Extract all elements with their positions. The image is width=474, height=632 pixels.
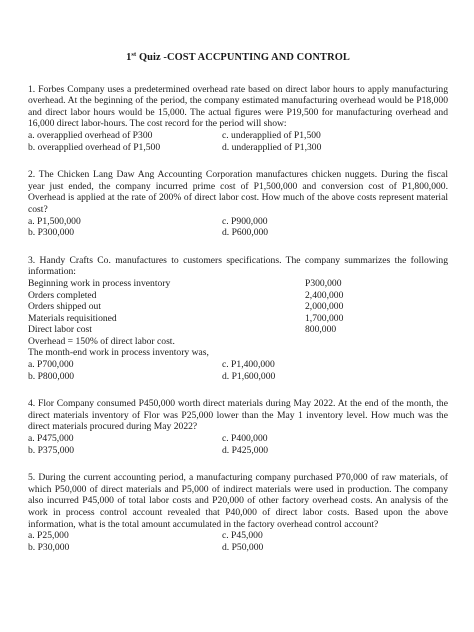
option: c. P900,000 bbox=[222, 215, 268, 227]
option: d. P50,000 bbox=[222, 541, 264, 553]
question-4-options bbox=[28, 433, 448, 456]
question-2-options bbox=[28, 216, 448, 239]
option: b. P300,000 bbox=[28, 227, 75, 239]
data-label: Orders completed bbox=[28, 289, 97, 301]
option: a. overapplied overhead of P300 bbox=[28, 129, 153, 141]
option: a. P475,000 bbox=[28, 433, 74, 445]
data-value: 1,700,000 bbox=[305, 312, 344, 324]
quiz-page bbox=[28, 52, 448, 569]
option: d. P425,000 bbox=[222, 444, 269, 456]
question-4-text: 4. Flor Company consumed P450,000 worth direct materials during May 2022. At the end of the month, the direct materials inventory of Flor was P25,000 lower than the May 1 inventory level. How much was the direct materials procured during May 2022? bbox=[28, 398, 448, 433]
option: a. P700,000 bbox=[28, 359, 74, 371]
question-2-text: 2. The Chicken Lang Daw Ang Accounting Corporation manufactures chicken nuggets. During the fiscal year just ended, the company incurred prime cost of P1,500,000 and conversion cost of P1,800,000. Overhead is applied at the rate of 200% of direct labor cost. How much of the above costs represent material cost? bbox=[28, 169, 448, 215]
question-5-text: 5. During the current accounting period, a manufacturing company purchased P70,000 of raw materials, of which P50,000 of direct materials and P5,000 of indirect materials were used in production. The company also incurred P45,000 of total labor costs and P20,000 of other factory overhead costs. An analysis of the work in process control account revealed that P40,000 of direct labor costs. Based upon the above information, what is the total amount accumulated in the factory overhead control account? bbox=[28, 472, 448, 530]
option: b. P375,000 bbox=[28, 444, 75, 456]
data-value: 800,000 bbox=[305, 324, 337, 336]
question-2 bbox=[28, 169, 448, 239]
question-3-options bbox=[28, 359, 448, 382]
question-1-text: 1. Forbes Company uses a predetermined overhead rate based on direct labor hours to apply manufacturing overhead. At the beginning of the period, the company estimated manufacturing overhead would be P18,000 and direct labor hours would be 15,000. The actual figures were P19,500 for manufacturing overhead and 16,000 direct labor-hours. The cost record for the period will show: bbox=[28, 83, 448, 130]
option: c. P1,400,000 bbox=[222, 359, 275, 371]
data-value: 2,400,000 bbox=[305, 289, 344, 301]
option: d. P600,000 bbox=[222, 227, 269, 239]
data-value: 2,000,000 bbox=[305, 301, 344, 313]
data-label: Orders shipped out bbox=[28, 301, 102, 313]
option: c. P45,000 bbox=[222, 530, 263, 542]
question-3-prompt: The month-end work in process inventory was, bbox=[28, 347, 209, 359]
option: b. P800,000 bbox=[28, 370, 75, 382]
option: c. P400,000 bbox=[222, 433, 268, 445]
option: a. P1,500,000 bbox=[28, 215, 81, 227]
title-number: 1 bbox=[126, 52, 132, 63]
option: c. underapplied of P1,500 bbox=[222, 129, 321, 141]
option: a. P25,000 bbox=[28, 530, 69, 542]
data-label: Beginning work in process inventory bbox=[28, 277, 171, 289]
overhead-note: Overhead = 150% of direct labor cost. bbox=[28, 335, 175, 347]
title-text: Quiz -COST ACCPUNTING AND CONTROL bbox=[136, 52, 350, 63]
page-title bbox=[28, 52, 448, 64]
question-3-data-table bbox=[28, 278, 448, 336]
question-1-options bbox=[28, 130, 448, 153]
data-label: Materials requisitioned bbox=[28, 312, 117, 324]
data-value: P300,000 bbox=[305, 277, 342, 289]
option: b. overapplied overhead of P1,500 bbox=[28, 141, 161, 153]
question-3 bbox=[28, 255, 448, 383]
question-4 bbox=[28, 398, 448, 456]
title-superscript: st bbox=[131, 51, 137, 58]
option: d. underapplied of P1,300 bbox=[222, 141, 322, 153]
data-label: Direct labor cost bbox=[28, 324, 92, 336]
question-1 bbox=[28, 84, 448, 154]
option: d. P1,600,000 bbox=[222, 370, 276, 382]
question-5-options bbox=[28, 530, 448, 553]
question-5 bbox=[28, 472, 448, 553]
question-3-text: 3. Handy Crafts Co. manufactures to customers specifications. The company summarizes the following information: bbox=[28, 254, 448, 278]
option: b. P30,000 bbox=[28, 541, 70, 553]
